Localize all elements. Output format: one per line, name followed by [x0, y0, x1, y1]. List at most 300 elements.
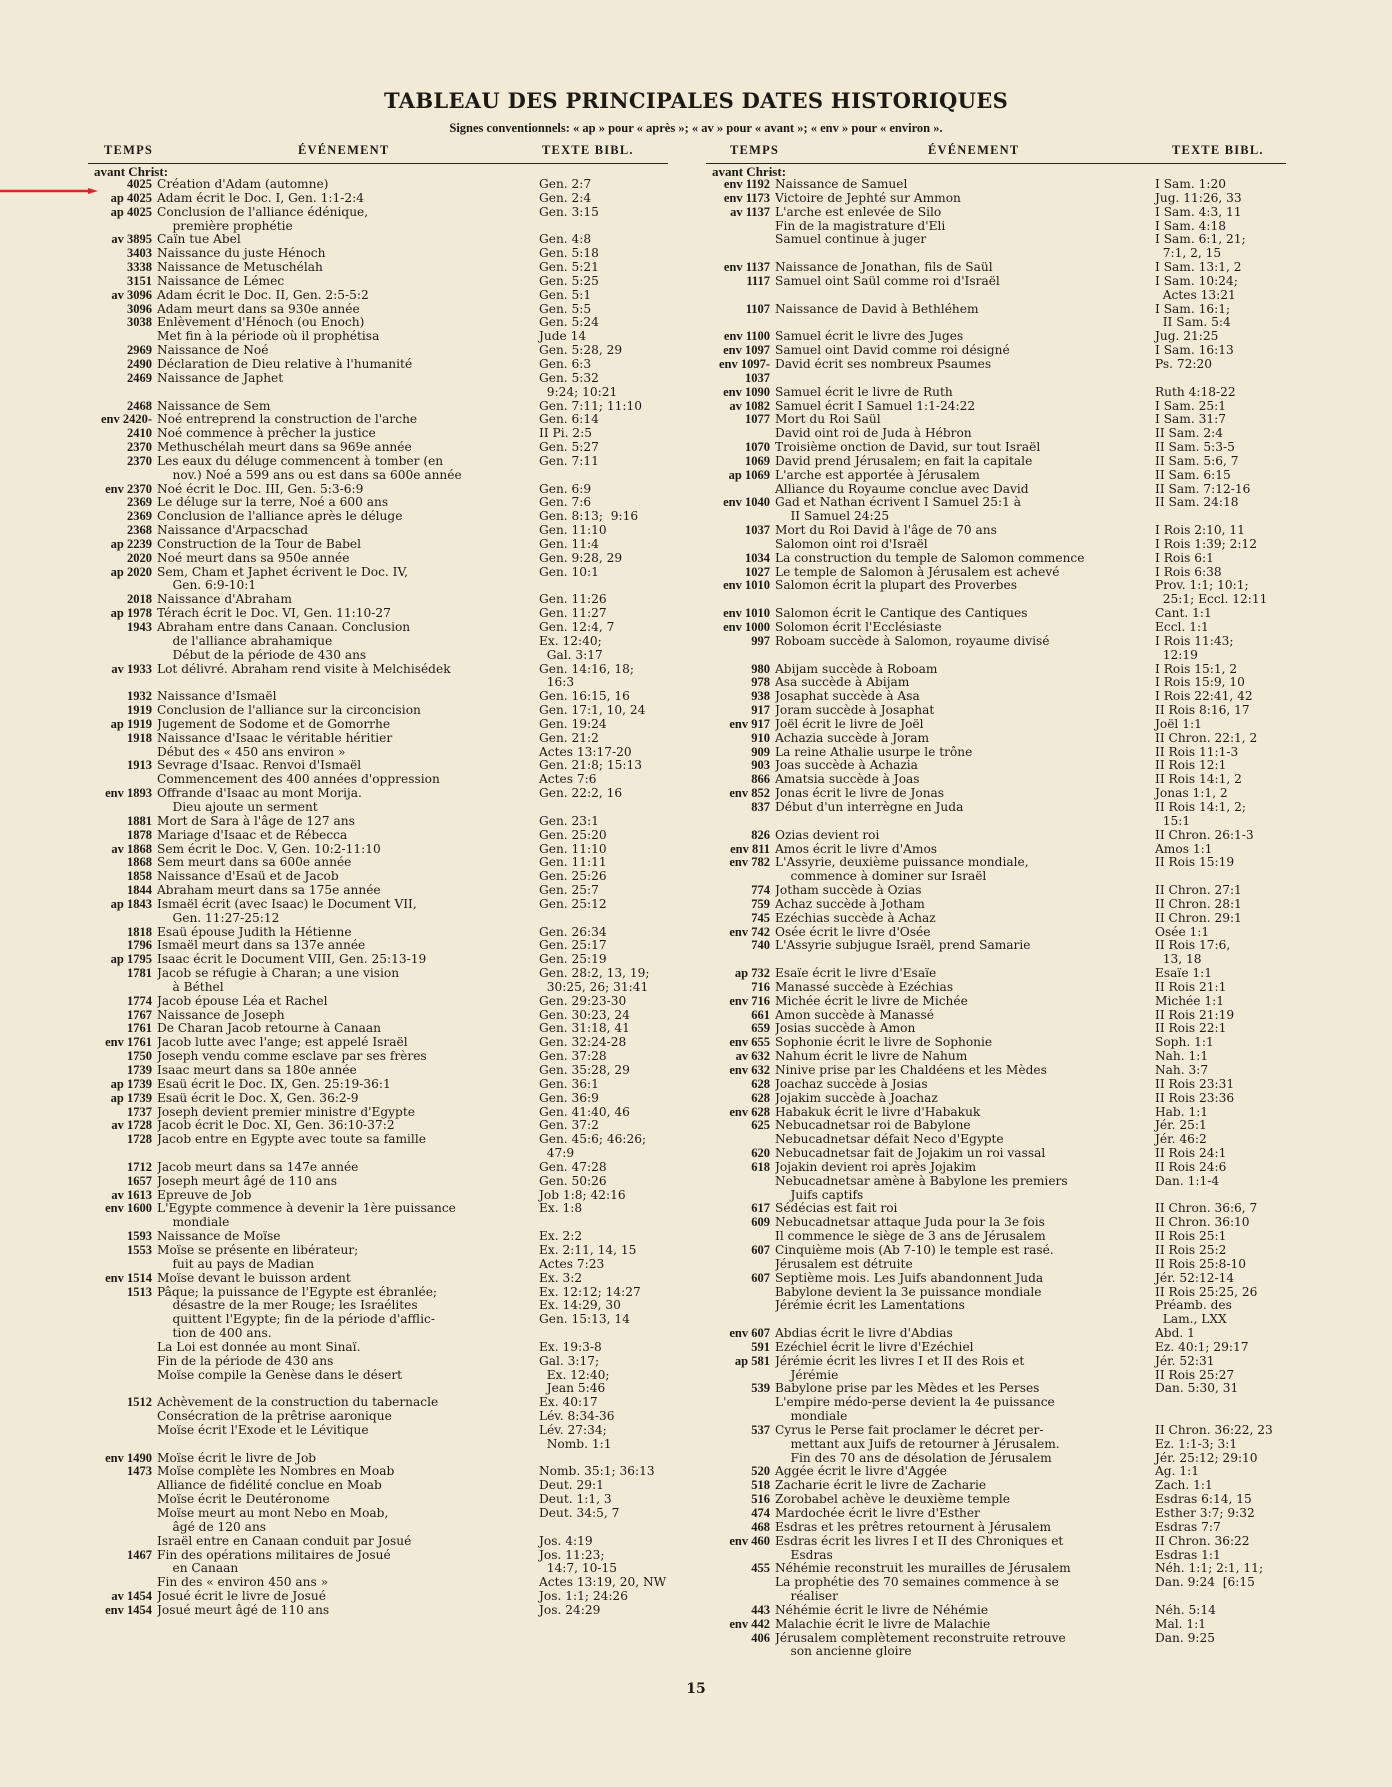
table-row: [706, 1493, 1286, 1507]
date-cell: ap 581: [734, 1353, 770, 1368]
table-row: [706, 815, 1286, 829]
reference-cell: [1153, 1645, 1286, 1659]
event-cell: Construction de la Tour de Babel: [157, 537, 362, 551]
table-row: [706, 483, 1286, 497]
table-row: [706, 1175, 1286, 1189]
table-row: [88, 1133, 668, 1147]
date-cell: [88, 1258, 157, 1272]
event-cell: Jérémie écrit les livres I et II des Rois et: [775, 1354, 1025, 1368]
reference-cell: [1153, 1410, 1286, 1424]
reference-cell: [1153, 1189, 1286, 1203]
event-cell: [775, 247, 1153, 261]
date-cell: [706, 1396, 775, 1410]
date-cell: 1750: [127, 1049, 152, 1064]
event-cell: Samuel continue à juger: [775, 233, 927, 247]
table-row: [706, 773, 1286, 787]
reference-cell: Gen. 45:6; 46:26;: [539, 1133, 647, 1147]
date-cell: [88, 1521, 157, 1535]
event-cell: Samuel écrit le livre des Juges: [775, 330, 964, 344]
event-cell: Abraham meurt dans sa 175e année: [157, 884, 381, 898]
reference-cell: Michée 1:1: [1155, 994, 1224, 1008]
reference-cell: Jude 14: [539, 330, 587, 344]
table-row: [706, 1618, 1286, 1632]
event-cell: Esdras écrit les livres I et II des Chroniques et: [775, 1534, 1064, 1548]
table-row: [706, 247, 1286, 261]
event-cell: Israël entre en Canaan conduit par Josué: [157, 1534, 412, 1548]
event-cell: fuit au pays de Madian: [157, 1257, 315, 1271]
table-row: [88, 220, 668, 234]
event-cell: Jugement de Sodome et de Gomorrhe: [157, 717, 391, 731]
reference-cell: Actes 13:21: [1155, 288, 1236, 302]
table-row: [88, 593, 668, 607]
date-cell: env 632: [729, 1063, 770, 1077]
reference-cell: Jér. 52:31: [1155, 1354, 1215, 1368]
date-cell: 620: [751, 1146, 770, 1161]
table-row: [88, 981, 668, 995]
table-row: [88, 1258, 668, 1272]
table-row: [706, 1590, 1286, 1604]
event-cell: Il commence le siège de 3 ans de Jérusalem: [775, 1230, 1046, 1244]
event-cell: Noé meurt dans sa 950e année: [157, 551, 350, 565]
event-cell: mondiale: [157, 1216, 230, 1230]
reference-cell: I Sam. 25:1: [1155, 399, 1226, 413]
date-cell: av 632: [735, 1049, 770, 1064]
event-cell: Samuel oint Saül comme roi d'Israël: [775, 274, 1000, 288]
reference-cell: 13, 18: [1155, 953, 1202, 967]
reference-cell: Lév. 8:34-36: [539, 1410, 615, 1424]
event-cell: Mort du Roi Saül: [775, 413, 881, 427]
reference-cell: Gen. 21:8; 15:13: [539, 759, 643, 773]
event-cell: Amatsia succède à Joas: [775, 773, 920, 787]
date-cell: 2020: [127, 550, 152, 565]
event-cell: Esdras et les prêtres retournent à Jérusalem: [775, 1520, 1052, 1534]
reference-cell: Gen. 3:15: [539, 205, 599, 219]
date-cell: [88, 1535, 157, 1549]
reference-cell: I Rois 15:1, 2: [1155, 662, 1238, 676]
event-cell: Nebucadnetsar roi de Babylone: [775, 1119, 971, 1133]
reference-cell: Jos. 4:19: [539, 1534, 593, 1548]
table-row: [706, 372, 1286, 386]
event-cell: [157, 386, 537, 400]
table-row: [706, 939, 1286, 953]
event-cell: [157, 1438, 537, 1452]
event-cell: Nebucadnetsar attaque Juda pour la 3e fois: [775, 1216, 1045, 1230]
event-cell: Ismaël meurt dans sa 137e année: [157, 939, 366, 953]
reference-cell: II Rois 25:8-10: [1155, 1257, 1247, 1271]
reference-cell: Ex. 1:8: [539, 1202, 583, 1216]
reference-cell: II Rois 25:1: [1155, 1230, 1227, 1244]
table-row: [706, 1521, 1286, 1535]
date-cell: 1761: [127, 1021, 152, 1036]
reference-cell: Zach. 1:1: [1155, 1479, 1213, 1493]
reference-cell: Dan. 1:1-4: [1155, 1174, 1220, 1188]
reference-cell: 25:1; Eccl. 12:11: [1155, 593, 1268, 607]
table-row: [706, 1424, 1286, 1438]
date-cell: [706, 1175, 775, 1189]
date-cell: 1919: [127, 703, 152, 718]
reference-cell: Jug. 11:26, 33: [1155, 191, 1242, 205]
reference-cell: Jonas 1:1, 2: [1155, 787, 1228, 801]
date-cell: av 1613: [111, 1187, 152, 1202]
event-cell: L'Egypte commence à devenir la 1ère puissance: [157, 1202, 456, 1216]
table-row: [706, 787, 1286, 801]
reference-cell: Gen. 2:4: [539, 191, 592, 205]
event-cell: Nebucadnetsar amène à Babylone les premiers: [775, 1174, 1068, 1188]
reference-cell: II Sam. 2:4: [1155, 427, 1224, 441]
date-cell: [706, 1452, 775, 1466]
event-cell: Conclusion de l'alliance édénique,: [157, 205, 369, 219]
reference-cell: Gen. 23:1: [539, 814, 599, 828]
event-cell: La prophétie des 70 semaines commence à se: [775, 1576, 1059, 1590]
event-cell: Salomon écrit la plupart des Proverbes: [775, 579, 1017, 593]
table-row: [706, 1272, 1286, 1286]
date-cell: [706, 1590, 775, 1604]
table-row: [88, 247, 668, 261]
date-cell: 443: [751, 1602, 770, 1617]
reference-cell: Gen. 15:13, 14: [539, 1313, 630, 1327]
date-cell: 2468: [127, 398, 152, 413]
reference-cell: II Chron. 36:22, 23: [1155, 1423, 1273, 1437]
date-cell: [706, 1230, 775, 1244]
table-row: [88, 815, 668, 829]
table-row: [88, 1341, 668, 1355]
event-cell: Adam écrit le Doc. I, Gen. 1:1-2:4: [157, 191, 364, 205]
event-cell: [157, 676, 537, 690]
table-row: [706, 1286, 1286, 1300]
date-cell: env 2370: [105, 481, 152, 496]
reference-cell: Gen. 36:9: [539, 1091, 599, 1105]
table-row: [88, 1562, 668, 1576]
event-cell: Esaü écrit le Doc. X, Gen. 36:2-9: [157, 1091, 359, 1105]
header-rule: [88, 163, 668, 164]
event-cell: Dieu ajoute un serment: [157, 800, 318, 814]
table-row: [88, 303, 668, 317]
table-row: [706, 1022, 1286, 1036]
table-row: [706, 496, 1286, 510]
event-cell: Moïse meurt au mont Nebo en Moab,: [157, 1507, 389, 1520]
table-row: [88, 746, 668, 760]
date-cell: 1070: [745, 440, 770, 455]
table-row: [88, 1009, 668, 1023]
date-cell: 909: [751, 744, 770, 759]
event-cell: Josaphat succède à Asa: [775, 690, 920, 704]
table-row: [706, 621, 1286, 635]
reference-cell: I Sam. 1:20: [1155, 178, 1226, 191]
event-cell: Joachaz succède à Josias: [775, 1077, 928, 1091]
date-cell: 1657: [127, 1173, 152, 1188]
date-cell: 3338: [127, 260, 152, 275]
event-cell: Naissance de Joseph: [157, 1008, 285, 1022]
table-row: [88, 233, 668, 247]
date-cell: ap 1795: [110, 952, 152, 967]
reference-cell: Cant. 1:1: [1155, 607, 1212, 621]
event-cell: Jacob se réfugie à Charan; a une vision: [157, 967, 400, 981]
event-cell: L'empire médo-perse devient la 4e puissance: [775, 1396, 1055, 1410]
event-cell: De Charan Jacob retourne à Canaan: [157, 1022, 381, 1036]
date-cell: 1069: [745, 453, 770, 468]
event-cell: quittent l'Egypte; fin de la période d'afflic-: [157, 1313, 435, 1327]
event-cell: Gen. 6:9-10:1: [157, 579, 257, 593]
reference-cell: II Sam. 5:4: [1155, 316, 1231, 330]
header-time: TEMPS: [104, 143, 154, 157]
event-cell: Joram succède à Josaphat: [775, 704, 935, 718]
date-cell: [88, 1355, 157, 1369]
table-row: [706, 912, 1286, 926]
date-cell: 468: [751, 1519, 770, 1534]
reference-cell: Gen. 25:19: [539, 953, 607, 967]
reference-cell: Gen. 5:25: [539, 274, 599, 288]
date-cell: [88, 1216, 157, 1230]
reference-cell: II Rois 25:2: [1155, 1243, 1227, 1257]
event-cell: Ozias devient roi: [775, 828, 880, 842]
date-cell: 518: [751, 1478, 770, 1493]
date-cell: [88, 801, 157, 815]
table-row: [706, 995, 1286, 1009]
event-cell: Naissance d'Abraham: [157, 593, 292, 607]
reference-cell: I Sam. 16:1;: [1155, 302, 1231, 316]
event-cell: La construction du temple de Salomon commence: [775, 551, 1085, 565]
event-cell: Gen. 11:27-25:12: [157, 911, 280, 925]
event-cell: Jacob meurt dans sa 147e année: [157, 1160, 359, 1174]
reference-cell: Gen. 8:13; 9:16: [539, 510, 639, 524]
table-row: [88, 1244, 668, 1258]
reference-cell: 15:1: [1155, 814, 1191, 828]
reference-cell: Gen. 6:9: [539, 482, 592, 496]
reference-cell: Gen. 5:27: [539, 441, 599, 455]
event-cell: Jérusalem est détruite: [775, 1257, 913, 1271]
date-cell: [88, 330, 157, 344]
reference-cell: Gen. 31:18, 41: [539, 1022, 630, 1036]
table-row: [706, 953, 1286, 967]
event-cell: première prophétie: [157, 219, 293, 233]
date-cell: 1037: [745, 523, 770, 538]
reference-cell: [537, 801, 668, 815]
date-cell: 1881: [127, 813, 152, 828]
date-cell: 837: [751, 799, 770, 814]
table-row: [706, 289, 1286, 303]
event-cell: Les eaux du déluge commencent à tomber (en: [157, 454, 444, 468]
date-cell: 1037: [745, 370, 770, 385]
event-cell: Josué meurt âgé de 110 ans: [157, 1603, 330, 1617]
reference-cell: Gen. 11:27: [539, 607, 607, 621]
reference-cell: Eccl. 1:1: [1155, 621, 1209, 634]
date-cell: 1943: [127, 620, 152, 634]
table-row: [88, 1507, 668, 1521]
date-cell: env 1514: [105, 1270, 152, 1285]
event-cell: Zorobabel achève le deuxième temple: [775, 1493, 1011, 1507]
reference-cell: II Rois 15:19: [1155, 856, 1235, 870]
event-cell: Moïse complète les Nombres en Moab: [157, 1465, 395, 1479]
event-cell: [775, 815, 1153, 829]
table-row: [706, 718, 1286, 732]
event-cell: âgé de 120 ans: [157, 1520, 267, 1534]
event-cell: Samuel écrit le livre de Ruth: [775, 385, 953, 399]
reference-cell: Gen. 25:20: [539, 828, 607, 842]
table-row: [706, 330, 1286, 344]
date-cell: [88, 1576, 157, 1590]
event-cell: L'Assyrie, deuxième puissance mondiale,: [775, 856, 1029, 870]
event-cell: Naissance de Samuel: [775, 178, 908, 191]
event-cell: commence à dominer sur Israël: [775, 870, 987, 884]
reference-cell: II Rois 25:27: [1155, 1368, 1235, 1382]
table-row: [88, 759, 668, 773]
date-cell: [88, 1369, 157, 1383]
date-cell: [706, 1438, 775, 1452]
table-row: [88, 926, 668, 940]
date-cell: 1034: [745, 550, 770, 565]
event-cell: Naissance du juste Hénoch: [157, 247, 326, 261]
event-cell: nov.) Noé a 599 ans ou est dans sa 600e année: [157, 468, 462, 482]
table-row: [88, 663, 668, 677]
table-row: [706, 178, 1286, 192]
date-cell: av 1933: [111, 661, 152, 676]
date-cell: 1117: [746, 273, 770, 288]
event-cell: Aggée écrit le livre d'Aggée: [775, 1465, 947, 1479]
reference-cell: II Rois 12:1: [1155, 759, 1227, 773]
reference-cell: II Sam. 5:3-5: [1155, 441, 1235, 455]
date-cell: 1553: [127, 1242, 152, 1257]
reference-cell: Gen. 30:23, 24: [539, 1008, 630, 1022]
table-row: [88, 1590, 668, 1604]
reference-cell: Ex. 40:17: [539, 1396, 598, 1410]
table-row: [88, 386, 668, 400]
date-cell: [88, 635, 157, 649]
reference-cell: Nomb. 1:1: [539, 1437, 612, 1451]
table-row: [88, 275, 668, 289]
table-row: [88, 524, 668, 538]
date-cell: 659: [751, 1021, 770, 1036]
event-cell: Samuel écrit I Samuel 1:1-24:22: [775, 399, 976, 413]
date-cell: 537: [751, 1422, 770, 1437]
date-cell: 740: [751, 938, 770, 953]
date-cell: 625: [751, 1118, 770, 1133]
table-row: [88, 1092, 668, 1106]
date-cell: env 811: [730, 841, 770, 856]
reference-cell: II Rois 11:1-3: [1155, 745, 1239, 759]
date-cell: 520: [751, 1464, 770, 1479]
reference-cell: II Rois 17:6,: [1155, 939, 1231, 953]
reference-cell: Gen. 50:26: [539, 1174, 607, 1188]
date-cell: env 1173: [723, 190, 770, 205]
date-cell: 826: [751, 827, 770, 842]
table-row: [706, 358, 1286, 372]
event-cell: Jérusalem complètement reconstruite retrouve: [775, 1631, 1066, 1645]
table-row: [88, 1438, 668, 1452]
table-row: [706, 1133, 1286, 1147]
date-cell: 2370: [127, 440, 152, 455]
date-cell: env 442: [729, 1616, 770, 1631]
date-cell: [706, 289, 775, 303]
event-cell: Troisième onction de David, sur tout Israël: [775, 441, 1041, 455]
table-row: [706, 1410, 1286, 1424]
reference-cell: 16:3: [539, 676, 575, 690]
table-row: [706, 275, 1286, 289]
date-cell: 406: [751, 1630, 770, 1645]
date-cell: env 1000: [723, 620, 770, 634]
event-cell: Josué écrit le livre de Josué: [157, 1590, 326, 1604]
date-cell: 618: [751, 1159, 770, 1174]
reference-cell: I Sam. 4:18: [1155, 219, 1226, 233]
table-row: [88, 1050, 668, 1064]
date-cell: [88, 386, 157, 400]
date-cell: env 1600: [105, 1201, 152, 1216]
table-row: [706, 898, 1286, 912]
event-cell: David oint roi de Juda à Hébron: [775, 427, 972, 441]
reference-cell: [1153, 870, 1286, 884]
event-cell: Sevrage d'Isaac. Renvoi d'Ismaël: [157, 759, 362, 773]
event-cell: Moïse écrit l'Exode et le Lévitique: [157, 1423, 369, 1437]
table-row: [706, 1244, 1286, 1258]
event-cell: Esdras: [775, 1548, 833, 1562]
event-cell: Samuel oint David comme roi désigné: [775, 344, 1010, 358]
table-row: [706, 1147, 1286, 1161]
event-cell: Moïse écrit le livre de Job: [157, 1451, 317, 1465]
table-row: [706, 759, 1286, 773]
table-row: [88, 676, 668, 690]
event-cell: Osée écrit le livre d'Osée: [775, 925, 931, 939]
reference-cell: II Chron. 26:1-3: [1155, 828, 1254, 842]
reference-cell: Jér. 46:2: [1155, 1133, 1207, 1147]
event-cell: Naissance d'Ismaël: [157, 690, 277, 704]
table-row: [88, 1521, 668, 1535]
event-cell: Jotham succède à Ozias: [775, 884, 922, 898]
reference-cell: 7:1, 2, 15: [1155, 247, 1222, 261]
date-cell: 1858: [127, 869, 152, 884]
date-cell: [706, 1189, 775, 1203]
table-row: [88, 1396, 668, 1410]
table-row: [88, 690, 668, 704]
reference-cell: Dan. 5:30, 31: [1155, 1382, 1239, 1396]
event-cell: Jonas écrit le livre de Jonas: [775, 787, 945, 801]
date-cell: 1932: [127, 689, 152, 704]
table-row: [88, 427, 668, 441]
reference-cell: [1153, 372, 1286, 386]
reference-cell: Gen. 6:14: [539, 413, 599, 427]
event-cell: de l'alliance abrahamique: [157, 634, 333, 648]
event-cell: Achèvement de la construction du tabernacle: [157, 1396, 439, 1410]
date-cell: 2969: [127, 343, 152, 358]
reference-cell: Actes 13:19, 20, NW: [539, 1576, 667, 1590]
date-cell: 1767: [127, 1007, 152, 1022]
date-cell: 607: [751, 1270, 770, 1285]
left-column: [88, 143, 668, 1618]
table-row: [706, 981, 1286, 995]
date-cell: 4025: [127, 177, 152, 191]
date-cell: av 1868: [111, 841, 152, 856]
date-cell: [706, 1313, 775, 1327]
event-cell: [775, 289, 1153, 303]
reference-cell: Gen. 11:10: [539, 524, 607, 538]
reference-cell: II Rois 21:19: [1155, 1008, 1235, 1022]
event-cell: Naissance de Jonathan, fils de Saül: [775, 261, 993, 275]
table-row: [88, 1465, 668, 1479]
reference-cell: Gen. 9:28, 29: [539, 551, 623, 565]
event-cell: Joseph meurt âgé de 110 ans: [157, 1174, 337, 1188]
reference-cell: Gen. 47:28: [539, 1160, 607, 1174]
reference-cell: Gal. 3:17;: [539, 1354, 600, 1368]
table-row: [88, 330, 668, 344]
reference-cell: I Sam. 16:13: [1155, 344, 1234, 358]
table-row: [88, 206, 668, 220]
date-cell: 1844: [127, 883, 152, 898]
reference-cell: I Sam. 31:7: [1155, 413, 1226, 427]
event-cell: Mariage d'Isaac et de Rébecca: [157, 828, 348, 842]
event-cell: David écrit ses nombreux Psaumes: [775, 357, 992, 371]
table-row: [88, 1535, 668, 1549]
date-cell: ap 2020: [110, 564, 152, 579]
date-cell: [88, 1382, 157, 1396]
date-cell: [88, 1341, 157, 1355]
